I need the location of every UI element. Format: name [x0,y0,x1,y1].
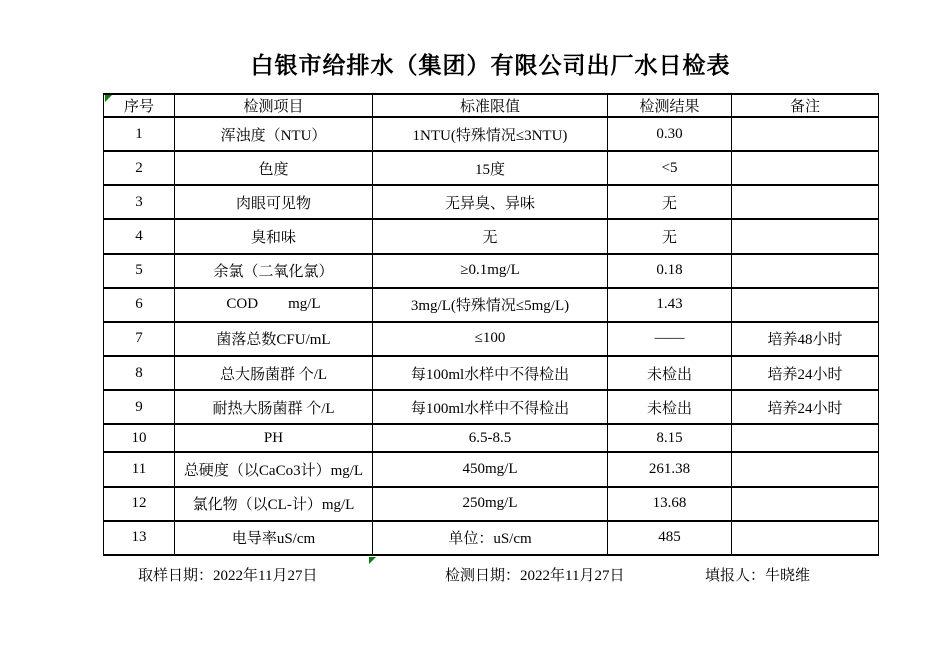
cell-item: 色度 [175,151,373,185]
table-row [104,117,879,151]
page-title: 白银市给排水（集团）有限公司出厂水日检表 [250,53,731,78]
cell-result: <5 [608,151,732,185]
cell-item: 总硬度（以CaCo3计）mg/L [175,452,373,486]
cell-index: 1 [104,117,175,151]
cell-limit: 无异臭、异味 [373,185,608,219]
table-row [104,356,879,390]
cell-remark [732,452,879,486]
cell-index: 12 [104,487,175,521]
cell-index: 3 [104,185,175,219]
column-header-item: 检测项目 [175,94,373,117]
test-date-label: 检测日期：2022年11月27日 [445,568,625,584]
cell-limit: ≥0.1mg/L [373,254,608,288]
cell-result: 未检出 [608,390,732,424]
cell-result: 无 [608,185,732,219]
cell-result: 8.15 [608,424,732,452]
sampling-date-label: 取样日期：2022年11月27日 [138,568,318,584]
excel-green-corner-marker-icon [369,557,376,564]
cell-remark [732,521,879,555]
cell-remark: 培养24小时 [732,356,879,390]
table-body [104,117,879,555]
cell-index: 4 [104,219,175,253]
cell-result: 0.30 [608,117,732,151]
cell-limit: 单位：uS/cm [373,521,608,555]
table-row [104,254,879,288]
cell-remark [732,219,879,253]
table-row [104,288,879,322]
table-row [104,219,879,253]
reporter-label: 填报人：牛晓维 [705,568,811,584]
cell-item: 臭和味 [175,219,373,253]
cell-limit: ≤100 [373,322,608,356]
cell-index: 11 [104,452,175,486]
table-header-row [104,94,879,117]
cell-limit: 3mg/L(特殊情况≤5mg/L) [373,288,608,322]
cell-limit: 6.5-8.5 [373,424,608,452]
cell-result: 0.18 [608,254,732,288]
column-header-limit: 标准限值 [373,94,608,117]
cell-item: 耐热大肠菌群 个/L [175,390,373,424]
cell-limit: 250mg/L [373,487,608,521]
cell-remark [732,288,879,322]
cell-index: 9 [104,390,175,424]
table-row [104,390,879,424]
table-row [104,322,879,356]
table-row [104,452,879,486]
table-row [104,185,879,219]
cell-remark [732,254,879,288]
cell-result: —— [608,322,732,356]
cell-index: 2 [104,151,175,185]
cell-result: 485 [608,521,732,555]
column-header-remark: 备注 [732,94,879,117]
cell-item: 菌落总数CFU/mL [175,322,373,356]
cell-remark [732,151,879,185]
cell-index: 8 [104,356,175,390]
cell-item: PH [175,424,373,452]
cell-limit: 450mg/L [373,452,608,486]
cell-remark [732,117,879,151]
excel-green-corner-marker-icon [105,95,112,102]
cell-remark [732,487,879,521]
cell-item: 电导率uS/cm [175,521,373,555]
cell-index: 6 [104,288,175,322]
cell-result: 13.68 [608,487,732,521]
cell-limit: 1NTU(特殊情况≤3NTU) [373,117,608,151]
cell-item: 余氯（二氧化氯） [175,254,373,288]
table-row [104,521,879,555]
table-row [104,424,879,452]
cell-remark: 培养24小时 [732,390,879,424]
table-row [104,487,879,521]
cell-index: 13 [104,521,175,555]
cell-result: 261.38 [608,452,732,486]
cell-limit: 每100ml水样中不得检出 [373,356,608,390]
table-row [104,151,879,185]
footer [0,564,930,586]
cell-limit: 无 [373,219,608,253]
column-header-index: 序号 [104,94,175,117]
cell-remark [732,185,879,219]
cell-index: 5 [104,254,175,288]
cell-item: 总大肠菌群 个/L [175,356,373,390]
cell-limit: 每100ml水样中不得检出 [373,390,608,424]
cell-index: 10 [104,424,175,452]
cell-result: 无 [608,219,732,253]
cell-result: 1.43 [608,288,732,322]
cell-item: COD mg/L [175,288,373,322]
cell-remark: 培养48小时 [732,322,879,356]
daily-inspection-table [103,93,879,556]
cell-index: 7 [104,322,175,356]
cell-item: 氯化物（以CL-计）mg/L [175,487,373,521]
cell-item: 浑浊度（NTU） [175,117,373,151]
column-header-result: 检测结果 [608,94,732,117]
cell-result: 未检出 [608,356,732,390]
cell-remark [732,424,879,452]
cell-item: 肉眼可见物 [175,185,373,219]
cell-limit: 15度 [373,151,608,185]
